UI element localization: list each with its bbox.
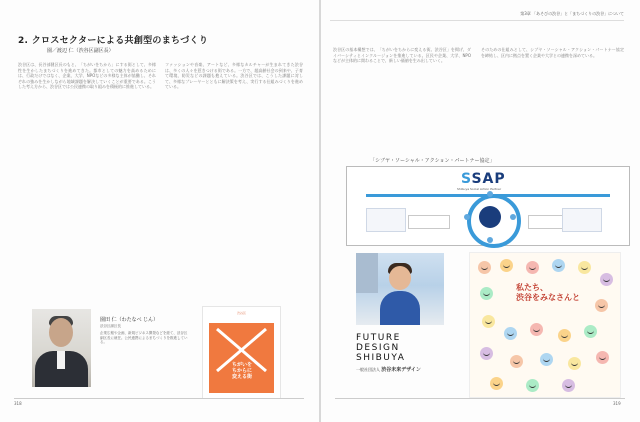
poster-headline-line1: 私たち、 <box>516 283 548 292</box>
illustration-face <box>562 379 575 392</box>
ssap-diagram <box>346 166 630 246</box>
illustration-face <box>480 347 493 360</box>
illustration-face <box>480 287 493 300</box>
illustration-face <box>558 329 571 342</box>
future-design-shibuya-logo <box>356 333 452 373</box>
header-rule <box>330 20 624 21</box>
diagram-dot <box>487 191 493 197</box>
diagram-node-right <box>562 208 602 232</box>
running-title: 「あそびの渋谷」と「まちづくりの渋谷」について <box>532 11 624 16</box>
illustrated-poster <box>470 253 620 397</box>
poster-headline <box>516 283 580 303</box>
folio-right: 319 <box>613 401 621 406</box>
illustration-face <box>595 299 608 312</box>
ssap-logo <box>461 171 506 187</box>
diagram-dot <box>487 237 493 243</box>
chapter-label: 第3章 <box>520 11 531 16</box>
book-title <box>215 362 269 380</box>
illustration-face <box>490 377 503 390</box>
fds-subtitle <box>356 366 452 373</box>
fds-sub-prefix: 一般社団法人 <box>356 367 380 372</box>
body-text-left-col1: 渋谷区は、長谷部健区長のもと、「ちがいをちから」にする街として、多様性を生かしたまちづくりを進めてきた。都市としての魅力を高めるためには、行政だけではなく、企業、大学、NPOなどの多様な主体が協働し、それぞれの強みを生かしながら地域課題を解決していくことが重要である。こうした考え方から、渋谷区では公民連携の取り組みを積極的に推進している。 <box>18 62 156 90</box>
illustration-face <box>500 259 513 272</box>
author-photo <box>32 309 91 387</box>
fds-sub-name: 渋谷未来デザイン <box>381 367 421 373</box>
footer-rule-left <box>14 398 304 399</box>
illustration-face <box>552 259 565 272</box>
illustration-face <box>510 355 523 368</box>
poster-headline-line2: 渋谷をみなさんと <box>516 293 580 302</box>
footer-rule-right <box>335 398 625 399</box>
section-title: 2. クロスセクターによる共創型のまちづくり <box>18 36 209 46</box>
ssap-logo-rest: SAP <box>471 171 506 187</box>
diagram-node-right-2 <box>528 215 564 229</box>
child-photo <box>356 253 444 325</box>
diagram-node-left-2 <box>408 215 450 229</box>
illustration-face <box>578 261 591 274</box>
illustration-face <box>568 357 581 370</box>
book-cover-image <box>203 307 280 398</box>
body-text-right-col2: そのための仕組みとして、シブヤ・ソーシャル・アクション・パートナー協定を締結し、区内に拠点を置く企業や大学との連携を深めている。 <box>481 47 624 58</box>
x-mark-icon <box>209 323 274 393</box>
book-publisher: 渋谷区 <box>236 311 246 315</box>
bio-org: 渋谷区副区長 <box>100 324 121 328</box>
folio-left: 318 <box>14 401 22 406</box>
illustration-face <box>482 315 495 328</box>
fds-line3: SHIBUYA <box>356 353 406 363</box>
illustration-face <box>530 323 543 336</box>
fds-line2: DESIGN <box>356 343 400 353</box>
bio-name: 園田 仁（わたなべ じん） <box>100 317 159 323</box>
illustration-face <box>526 379 539 392</box>
illustration-face <box>596 351 609 364</box>
ssap-logo-s: S <box>461 171 472 187</box>
diagram-node-left <box>366 208 406 232</box>
book-title-line2: ちからに <box>231 368 252 374</box>
ssap-subtitle: Shibuya Social Action Partner <box>457 187 502 191</box>
illustration-face <box>478 261 491 274</box>
illustration-face <box>540 353 553 366</box>
body-text-left-col2: ファッションや音楽、アートなど、多様なカルチャーが生まれてきた渋谷は、多くの人々を惹きつける街である。一方で、超高齢社会の到来や、子育て環境、防災などの課題も抱えている。渋谷区では、こうした課題に対して、多様なプレーヤーとともに解決策を考え、実行する仕組みづくりを進めている。 <box>165 62 303 90</box>
author-line: 園／渡辺 仁（渋谷区副区長） <box>47 48 114 54</box>
illustration-face <box>584 325 597 338</box>
illustration-face <box>526 261 539 274</box>
book-title-line1: ちがいを <box>231 362 252 368</box>
bio-text: 企業広報や企画、新規ビジネス開発などを経て、渋谷区副区長に就任。公民連携によるまちづくりを推進している。 <box>100 331 188 345</box>
illustration-face <box>504 327 517 340</box>
diagram-dot <box>464 214 470 220</box>
diagram-dot <box>510 214 516 220</box>
diagram-ring <box>467 194 521 248</box>
figure-caption-ssap: 「シブヤ・ソーシャル・アクション・パートナー協定」 <box>370 158 495 164</box>
running-header <box>520 11 624 17</box>
body-text-right-col1: 渋谷区の基本構想では、「ちがいをちからに変える街。渋谷区」を掲げ、ダイバーシティとインクルージョンを推進している。区民や企業、大学、NPOなどが主体的に関わることで、新しい価値を生み出していく。 <box>333 47 471 64</box>
illustration-face <box>600 273 613 286</box>
fds-line1: FUTURE <box>356 333 401 343</box>
left-page <box>0 0 319 422</box>
book-title-line3: 変える街 <box>231 374 252 380</box>
